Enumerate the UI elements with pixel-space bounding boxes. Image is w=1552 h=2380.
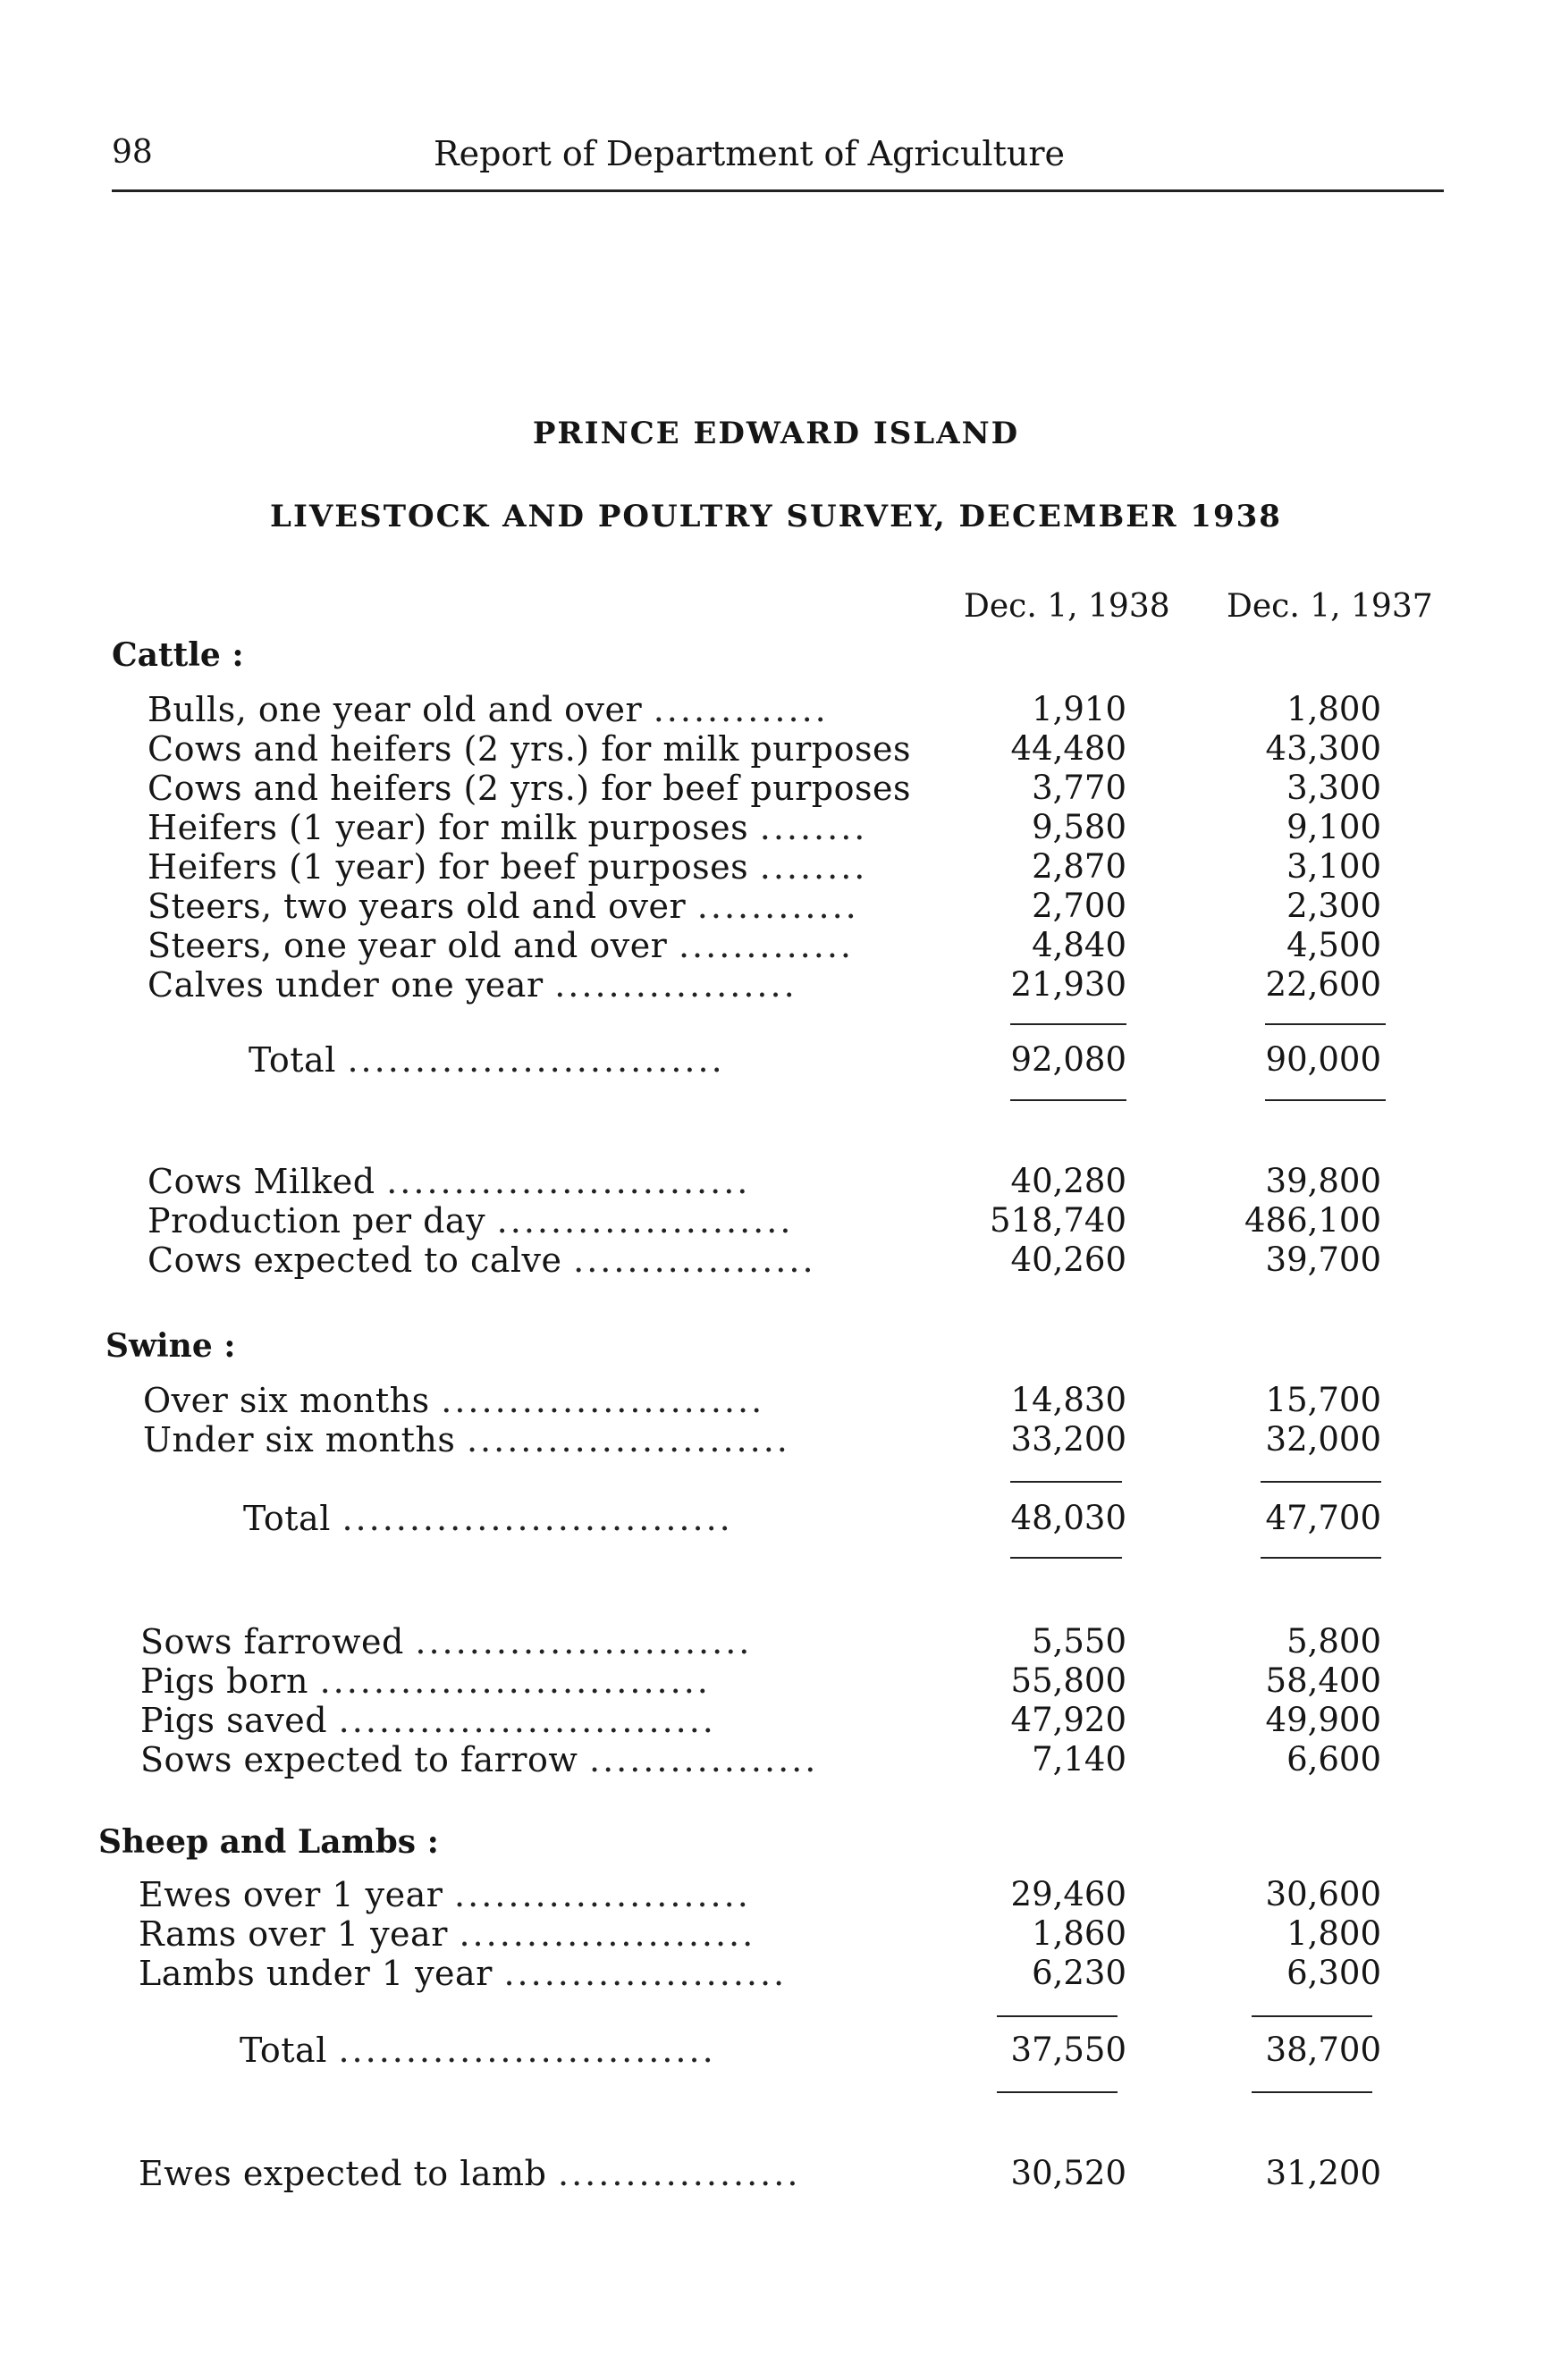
report-title: PRINCE EDWARD ISLAND [532,416,1020,451]
table-row-cattle-total [0,1040,1552,1080]
row-label: Steers, two years old and over [148,887,687,926]
value-1938: 40,280 [1010,1162,1126,1200]
subtotal-rule [1010,1481,1122,1483]
row-label: Rams over 1 year [139,1914,448,1954]
table-row-ewes [0,1875,1552,1914]
row-label: Lambs under 1 year [139,1954,493,1993]
row-label: Sows expected to farrow [140,1740,578,1779]
leader-dots: ............. [678,926,854,965]
value-1937: 49,900 [1265,1701,1381,1739]
value-1938: 1,910 [1032,690,1126,728]
row-label: Pigs born [140,1661,308,1701]
value-1938: 55,800 [1010,1661,1126,1700]
leader-dots: ........ [759,847,868,887]
table-row-calves [0,965,1552,1005]
value-1938: 9,580 [1032,808,1126,846]
value-1937: 58,400 [1265,1661,1381,1700]
value-1937: 6,300 [1286,1954,1381,1992]
page-header [112,134,1444,192]
row-label: Over six months [143,1381,430,1420]
table-row-cows-beef [0,769,1552,808]
row-label: Calves under one year [148,965,544,1005]
value-1938: 29,460 [1010,1875,1126,1913]
leader-dots: ..................... [503,1954,788,1993]
leader-dots: ............................. [319,1661,711,1701]
table-row-ewes-lamb [0,2154,1552,2193]
value-1937: 22,600 [1265,965,1381,1004]
value-1937: 486,100 [1244,1201,1381,1240]
row-label: Cows and heifers (2 yrs.) for milk purposes [148,729,911,769]
table-row-steers-one [0,926,1552,965]
total-rule [1010,1099,1126,1101]
table-row-lambs [0,1954,1552,1993]
table-row-heifers-milk [0,808,1552,847]
total-rule [1261,1557,1381,1559]
row-label: Sows farrowed [140,1622,404,1661]
value-1938: 48,030 [1010,1499,1126,1537]
table-row-swine-total [0,1499,1552,1538]
value-1938: 33,200 [1010,1420,1126,1459]
section-heading-sheep: Sheep and Lambs : [98,1823,439,1861]
value-1938: 2,700 [1032,887,1126,925]
row-label: Ewes expected to lamb [139,2154,547,2193]
row-label: Production per day [148,1201,486,1240]
table-row-cows-calve [0,1240,1552,1280]
leader-dots: ........................ [441,1381,765,1420]
row-label: Total [249,1040,336,1080]
value-1938: 5,550 [1032,1622,1126,1661]
leader-dots: ........................ [466,1420,790,1459]
table-row-production [0,1201,1552,1240]
table-row-steers-two [0,887,1552,926]
value-1937: 6,600 [1286,1740,1381,1779]
row-label: Total [243,1499,331,1538]
value-1937: 90,000 [1265,1040,1381,1079]
value-1937: 4,500 [1286,926,1381,964]
value-1937: 30,600 [1265,1875,1381,1913]
leader-dots: ...................... [496,1201,794,1240]
value-1938: 37,550 [1010,2031,1126,2069]
table-row-pigs-born [0,1661,1552,1701]
value-1937: 1,800 [1286,690,1381,728]
value-1937: 39,700 [1265,1240,1381,1279]
table-row-heifers-beef [0,847,1552,887]
value-1938: 4,840 [1032,926,1126,964]
value-1937: 1,800 [1286,1914,1381,1953]
leader-dots: ............................ [338,2031,716,2070]
leader-dots: ............................ [347,1040,725,1080]
column-header-1937: Dec. 1, 1937 [1227,588,1433,625]
running-title: Report of Department of Agriculture [434,134,1065,173]
table-row-rams [0,1914,1552,1954]
row-label: Total [240,2031,327,2070]
value-1937: 5,800 [1286,1622,1381,1661]
row-label: Heifers (1 year) for beef purposes [148,847,749,887]
value-1937: 31,200 [1265,2154,1381,2192]
table-row-cows-milk [0,729,1552,769]
leader-dots: ...................... [459,1914,756,1954]
row-label: Cows Milked [148,1162,375,1201]
leader-dots: ............ [696,887,859,926]
leader-dots: ...................... [454,1875,751,1914]
total-rule [1010,1557,1122,1559]
leader-dots: .................. [558,2154,801,2193]
table-row-sows-farrow [0,1740,1552,1779]
row-label: Heifers (1 year) for milk purposes [148,808,749,847]
row-label: Cows and heifers (2 yrs.) for beef purposes [148,769,911,808]
leader-dots: ............................. [342,1499,733,1538]
leader-dots: ............................ [338,1701,716,1740]
row-label: Ewes over 1 year [139,1875,443,1914]
value-1937: 47,700 [1265,1499,1381,1537]
value-1938: 6,230 [1032,1954,1126,1992]
value-1938: 92,080 [1010,1040,1126,1079]
section-heading-cattle: Cattle : [112,636,244,674]
leader-dots: ................. [588,1740,819,1779]
leader-dots: .................. [573,1240,816,1280]
table-row-cows-milked [0,1162,1552,1201]
subtotal-rule [1010,1023,1126,1025]
value-1937: 38,700 [1265,2031,1381,2069]
section-heading-swine: Swine : [105,1327,236,1365]
value-1938: 30,520 [1010,2154,1126,2192]
value-1937: 43,300 [1265,729,1381,768]
row-label: Under six months [143,1420,456,1459]
value-1938: 2,870 [1032,847,1126,886]
value-1938: 7,140 [1032,1740,1126,1779]
row-label: Cows expected to calve [148,1240,562,1280]
value-1937: 15,700 [1265,1381,1381,1419]
row-label: Steers, one year old and over [148,926,668,965]
table-row-sows-farrowed [0,1622,1552,1661]
leader-dots: ........................... [386,1162,751,1201]
value-1938: 40,260 [1010,1240,1126,1279]
subtotal-rule [1265,1023,1386,1025]
table-row-over-six [0,1381,1552,1420]
value-1938: 21,930 [1010,965,1126,1004]
leader-dots: ......................... [415,1622,753,1661]
table-row-bulls [0,690,1552,729]
value-1937: 9,100 [1286,808,1381,846]
leader-dots: ........ [759,808,868,847]
value-1937: 3,100 [1286,847,1381,886]
value-1937: 32,000 [1265,1420,1381,1459]
value-1938: 518,740 [989,1201,1126,1240]
leader-dots: ............. [653,690,829,729]
subtotal-rule [1261,1481,1381,1483]
column-header-1938: Dec. 1, 1938 [964,588,1170,625]
subtotal-rule [1252,2015,1372,2017]
total-rule [1265,1099,1386,1101]
report-subtitle: LIVESTOCK AND POULTRY SURVEY, DECEMBER 1938 [270,499,1282,534]
value-1938: 1,860 [1032,1914,1126,1953]
value-1937: 2,300 [1286,887,1381,925]
leader-dots: .................. [554,965,797,1005]
row-label: Pigs saved [140,1701,328,1740]
value-1937: 3,300 [1286,769,1381,807]
row-label: Bulls, one year old and over [148,690,643,729]
total-rule [997,2091,1118,2093]
total-rule [1252,2091,1372,2093]
table-row-pigs-saved [0,1701,1552,1740]
value-1938: 44,480 [1010,729,1126,768]
page-number: 98 [112,134,153,171]
value-1938: 47,920 [1010,1701,1126,1739]
value-1938: 3,770 [1032,769,1126,807]
subtotal-rule [997,2015,1118,2017]
value-1938: 14,830 [1010,1381,1126,1419]
table-row-under-six [0,1420,1552,1459]
value-1937: 39,800 [1265,1162,1381,1200]
table-row-sheep-total [0,2031,1552,2070]
